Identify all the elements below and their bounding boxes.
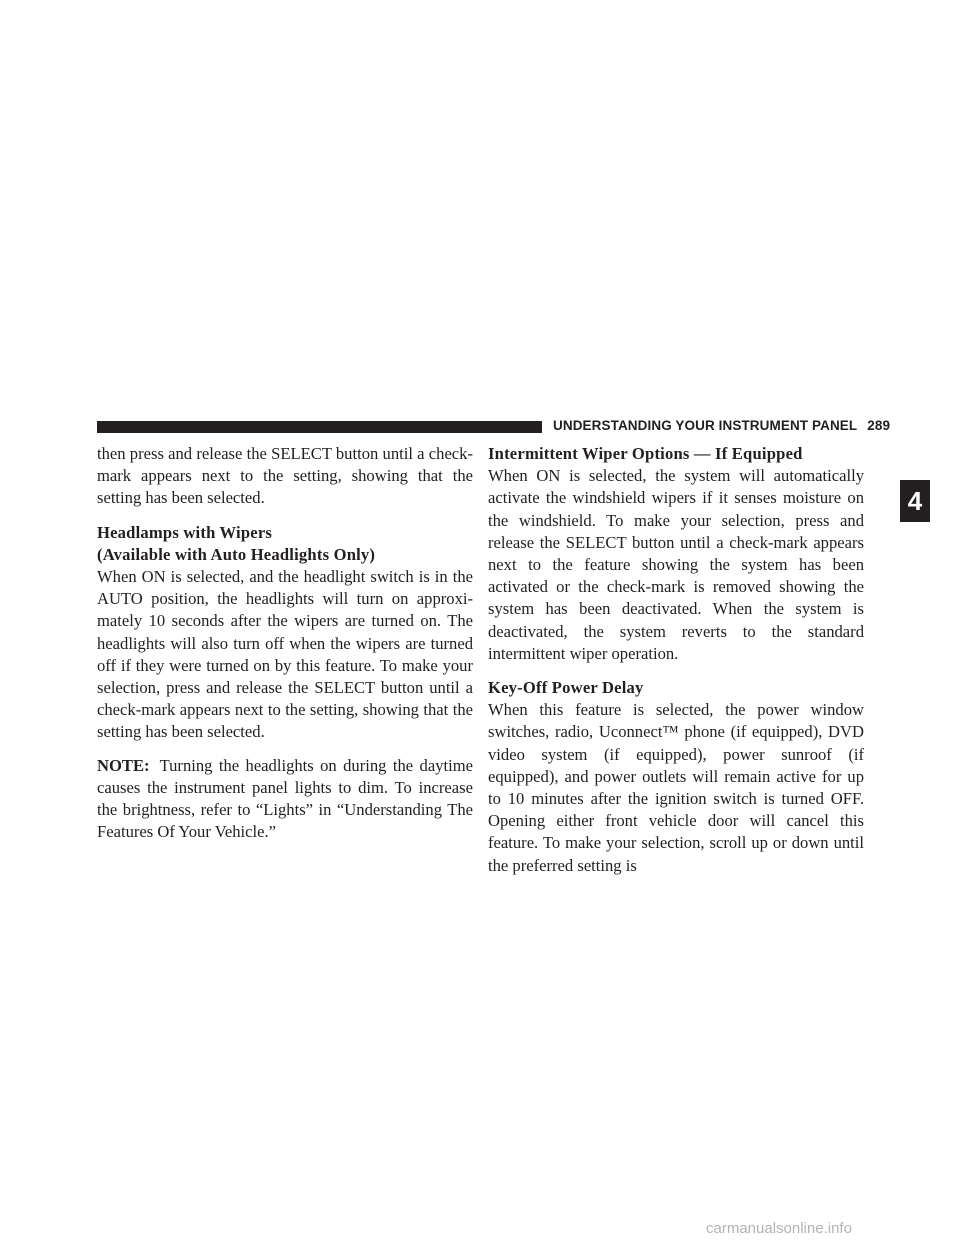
headlamps-heading-line1: Headlamps with Wipers [97, 522, 273, 542]
page-number: 289 [867, 418, 891, 433]
keyoff-paragraph: When this feature is selected, the power window switches, radio, Uconnect™ phone (if equipped), DVD video system (if equipped), power sunroof (if equipped), and power outlets will remain active for up to 10 minutes after the ignition switch is turned OFF. Opening either front vehicle door will cancel this feature. To make your selection, scroll up or down until the preferred setting is [488, 700, 864, 875]
chapter-tab: 4 [900, 480, 930, 522]
note-text: Turning the headlights on during the daytime causes the instrument panel lights to dim. To increase the brightness, refer to “Lights” in “Understanding The Features Of Your Vehicle.” [97, 755, 473, 842]
headlamps-paragraph: When ON is selected, and the headlight switch is in the AUTO position, the headlights will turn on approxi-mately 10 seconds after the wipers are turned on. The headlights will also turn off when the wipers are turned off if they were turned on by this feature. To make your selection, press and release the SELECT button until a check-mark appears next to the setting, showing that the setting has been selected. [97, 567, 473, 742]
headlamps-heading-line2: (Available with Auto Headlights Only) [97, 544, 376, 564]
left-column [97, 443, 473, 843]
wiper-paragraph: When ON is selected, the system will automatically activate the windshield wipers if it senses moisture on the windshield. To make your selection, press and release the SELECT button until a check-mark appears next to the feature showing the system has been activated or the check-mark is removed showing the system has been deactivated. When the system is deactivated, the system reverts to the standard intermittent wiper operation. [488, 466, 864, 663]
running-header [553, 417, 891, 435]
right-column [488, 443, 864, 877]
header-rule [97, 421, 542, 433]
note-paragraph [97, 755, 473, 844]
headlamps-heading [97, 522, 473, 566]
intro-paragraph: then press and release the SELECT button until a check-mark appears next to the setting, showing that the setting has been selected. [97, 444, 473, 508]
wiper-heading: Intermittent Wiper Options — If Equipped [488, 444, 803, 463]
note-label: NOTE: [97, 755, 150, 775]
watermark: carmanualsonline.info [706, 1220, 852, 1237]
keyoff-heading: Key-Off Power Delay [488, 678, 644, 698]
section-title: UNDERSTANDING YOUR INSTRUMENT PANEL [553, 418, 858, 433]
